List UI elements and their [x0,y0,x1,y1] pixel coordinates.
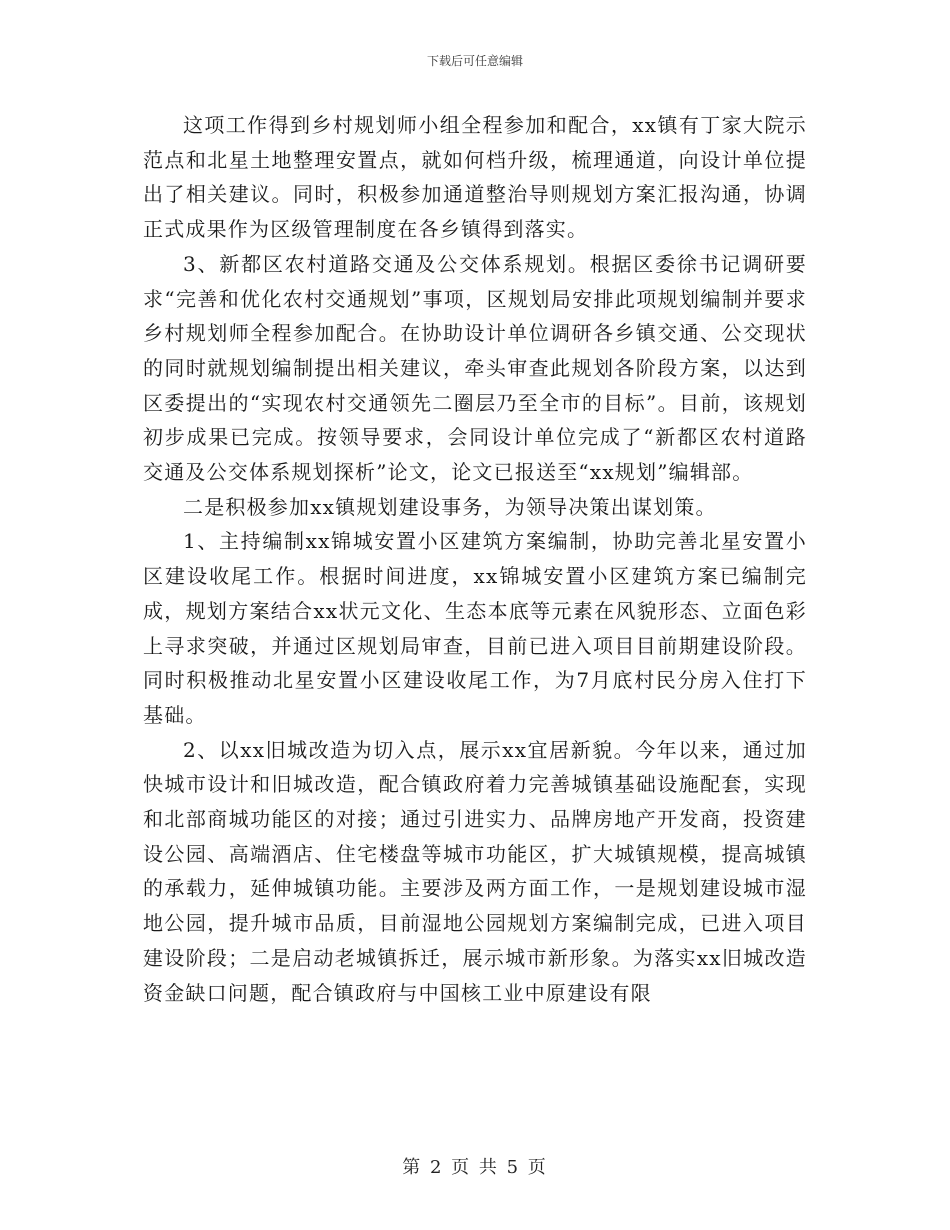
document-body [143,108,807,1010]
paragraph-5: 2、以xx旧城改造为切入点，展示xx宜居新貌。今年以来，通过加快城市设计和旧城改造，配合镇政府着力完善城镇基础设施配套，实现和北部商城功能区的对接；通过引进实力、品牌房地产开发商，投资建设公园、高端酒店、住宅楼盘等城市功能区，扩大城镇规模，提高城镇的承载力，延伸城镇功能。主要涉及两方面工作，一是规划建设城市湿地公园，提升城市品质，目前湿地公园规划方案编制完成，已进入项目建设阶段；二是启动老城镇拆迁，展示城市新形象。为落实xx旧城改造资金缺口问题，配合镇政府与中国核工业中原建设有限 [143,737,807,1005]
paragraph-2: 3、新都区农村道路交通及公交体系规划。根据区委徐书记调研要求“完善和优化农村交通规划”事项，区规划局安排此项规划编制并要求乡村规划师全程参加配合。在协助设计单位调研各乡镇交通、公交现状的同时就规划编制提出相关建议，牵头审查此规划各阶段方案，以达到区委提出的“实现农村交通领先二圈层乃至全市的目标”。目前，该规划初步成果已完成。按领导要求，会同设计单位完成了“新都区农村道路交通及公交体系规划探析”论文，论文已报送至“xx规划”编辑部。 [143,251,807,485]
paragraph-4: 1、主持编制xx锦城安置小区建筑方案编制，协助完善北星安置小区建设收尾工作。根据时间进度，xx锦城安置小区建筑方案已编制完成，规划方案结合xx状元文化、生态本底等元素在风貌形态、立面色彩上寻求突破，并通过区规划局审查，目前已进入项目目前期建设阶段。同时积极推动北星安置小区建设收尾工作，为7月底村民分房入住打下基础。 [143,529,807,727]
paragraph-3: 二是积极参加xx镇规划建设事务，为领导决策出谋划策。 [183,494,717,519]
page-number: 第 2 页 共 5 页 [402,1157,548,1178]
paragraph-1: 这项工作得到乡村规划师小组全程参加和配合，xx镇有丁家大院示范点和北星土地整理安置点，就如何档升级，梳理通道，向设计单位提出了相关建议。同时，积极参加通道整治导则规划方案汇报沟通，协调正式成果作为区级管理制度在各乡镇得到落实。 [143,113,807,242]
page-header: 下载后可任意编辑 [426,54,523,68]
